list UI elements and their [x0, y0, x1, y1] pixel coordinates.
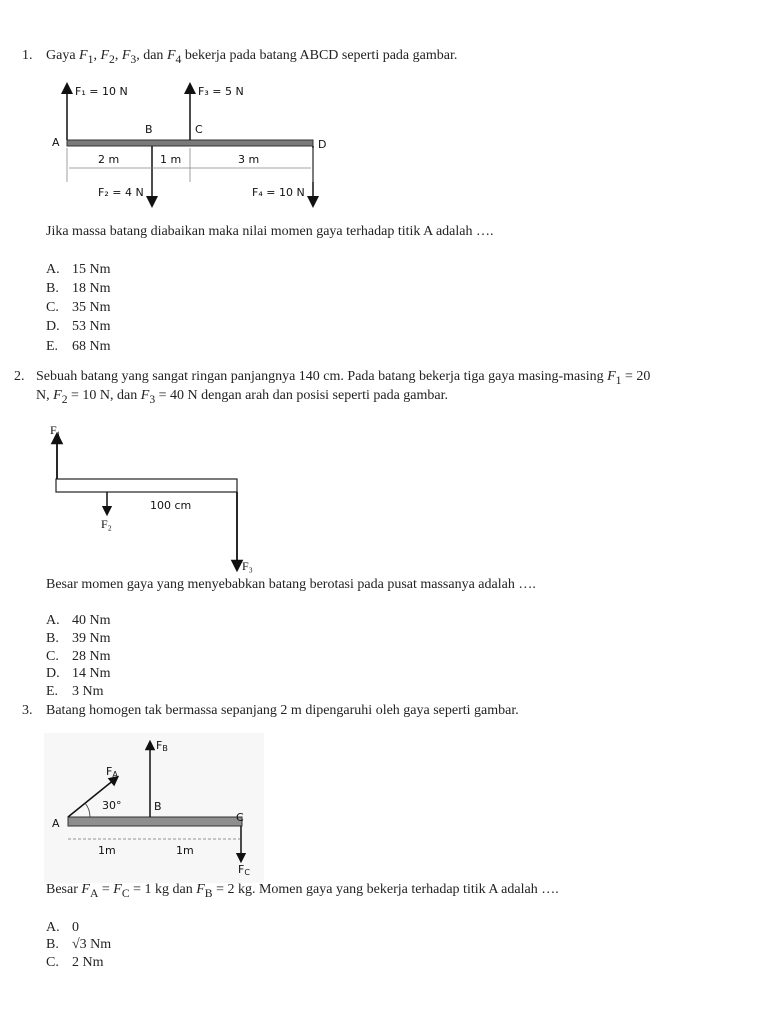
- q1-choice-d[interactable]: D. 53 Nm: [46, 319, 111, 334]
- q3-number: 3.: [22, 703, 33, 718]
- q3-choice-b[interactable]: B. √3 Nm: [46, 937, 112, 952]
- q3-angle-label: 30°: [102, 799, 122, 812]
- q2-number: 2.: [14, 369, 25, 384]
- q1-beam: [67, 140, 313, 146]
- q1-point-d: D: [318, 138, 327, 151]
- q2-choice-b[interactable]: B. 39 Nm: [46, 631, 111, 646]
- q1-figure: [40, 78, 340, 208]
- q3-choice-a[interactable]: A. 0: [46, 920, 79, 935]
- q1-f2-label: F₂ = 4 N: [98, 186, 144, 199]
- q1-point-a: A: [52, 136, 60, 149]
- q1-point-b: B: [145, 123, 153, 136]
- q2-stem-line1: Sebuah batang yang sangat ringan panjangnya 140 cm. Pada batang bekerja tiga gaya masing-masing $F_1 = 20$: [36, 369, 651, 387]
- q3-figure: [44, 733, 264, 883]
- q1-number: 1.: [22, 48, 33, 63]
- q3-fc-label: FC: [238, 863, 250, 877]
- q1-stem: Gaya $F_1$, $F_2$, $F_3$, dan $F_4$ bekerja pada batang ABCD seperti pada gambar.: [46, 48, 458, 66]
- q1-f4-label: F₄ = 10 N: [252, 186, 305, 199]
- q2-prompt: Besar momen gaya yang menyebabkan batang berotasi pada pusat massanya adalah ….: [46, 577, 536, 592]
- q3-choice-c[interactable]: C. 2 Nm: [46, 955, 104, 970]
- q1-choice-a[interactable]: A. 15 Nm: [46, 262, 111, 277]
- q2-f3-label: F₃: [242, 559, 253, 573]
- q1-seg-cd: 3 m: [238, 153, 260, 166]
- q2-beam: [56, 479, 237, 492]
- q3-prompt: Besar $F_A = F_C = 1$ kg dan $F_B = 2$ kg. Momen gaya yang bekerja terhadap titik A adalah ….: [46, 882, 559, 900]
- q2-length-label: 100 cm: [150, 499, 192, 512]
- q1-prompt: Jika massa batang diabaikan maka nilai momen gaya terhadap titik A adalah ….: [46, 224, 494, 239]
- q1-choice-b[interactable]: B. 18 Nm: [46, 281, 111, 296]
- q2-choice-c[interactable]: C. 28 Nm: [46, 649, 111, 664]
- q2-f2-label: F₂: [101, 517, 112, 531]
- q1-seg-ab: 2 m: [98, 153, 120, 166]
- q1-choice-e[interactable]: E. 68 Nm: [46, 339, 111, 354]
- q1-seg-bc: 1 m: [160, 153, 182, 166]
- q3-stem: Batang homogen tak bermassa sepanjang 2 m dipengaruhi oleh gaya seperti gambar.: [46, 703, 519, 718]
- q1-point-c: C: [195, 123, 203, 136]
- q3-seg1: 1m: [98, 844, 116, 857]
- q2-figure: [40, 418, 280, 580]
- q3-point-b: B: [154, 800, 162, 813]
- q3-fa-label: FA: [106, 765, 118, 779]
- q2-choice-e[interactable]: E. 3 Nm: [46, 684, 104, 699]
- q1-f1-label: F₁ = 10 N: [75, 85, 128, 98]
- q3-seg2: 1m: [176, 844, 194, 857]
- q1-f3-label: F₃ = 5 N: [198, 85, 244, 98]
- q2-choice-d[interactable]: D. 14 Nm: [46, 666, 111, 681]
- q3-fb-label: FB: [156, 739, 168, 753]
- q1-choice-c[interactable]: C. 35 Nm: [46, 300, 111, 315]
- q3-point-c: C: [236, 811, 244, 824]
- q2-f1-label: F₁: [50, 423, 61, 437]
- q2-stem-line2: N, $F_2 = 10$ N, dan $F_3 = 40$ N dengan arah dan posisi seperti pada gambar.: [36, 388, 449, 406]
- q2-choice-a[interactable]: A. 40 Nm: [46, 613, 111, 628]
- q3-beam: [68, 817, 242, 826]
- q3-point-a: A: [52, 817, 60, 830]
